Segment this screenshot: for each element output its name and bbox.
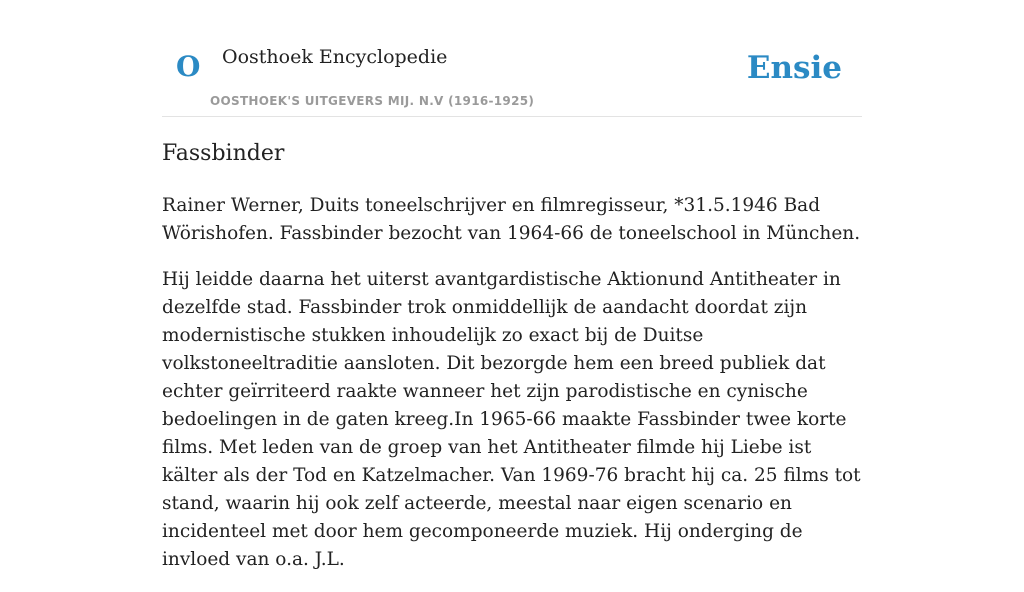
entry-paragraph: Rainer Werner, Duits toneelschrijver en filmregisseur, *31.5.1946 Bad Wörishofen. Fassbinder bezocht van 1964-66 de toneelschool in München. — [162, 195, 861, 244]
entry-content — [162, 138, 862, 592]
brand-logo-link[interactable]: Ensie — [746, 50, 842, 86]
entry-title: Fassbinder — [162, 141, 285, 166]
source-subtitle: OOSTHOEK'S UITGEVERS MIJ. N.V (1916-1925) — [210, 94, 535, 108]
source-header — [162, 30, 862, 117]
source-logo: O — [176, 50, 201, 83]
entry-paragraph: Hij leidde daarna het uiterst avantgardistische Aktionund Antitheater in dezelfde stad. Fassbinder trok onmiddellijk de aandacht doordat zijn modernistische stukken inhoudelijk zo exact bij de Duitse volkstoneeltraditie aansloten. Dit bezorgde hem een breed publiek dat echter geïrriteerd raakte wanneer het zijn parodistische en cynische bedoelingen in de gaten kreeg.In 1965-66 maakte Fassbinder twee korte films. Met leden van de groep van het Antitheater filmde hij Liebe ist kälter als der Tod en Katzelmacher. Van 1969-76 bracht hij ca. 25 films tot stand, waarin hij ook zelf acteerde, meestal naar eigen scenario en incidenteel met door hem gecomponeerde muziek. Hij onderging de invloed van o.a. J.L. — [162, 269, 861, 570]
source-title-link[interactable]: Oosthoek Encyclopedie — [222, 46, 448, 68]
